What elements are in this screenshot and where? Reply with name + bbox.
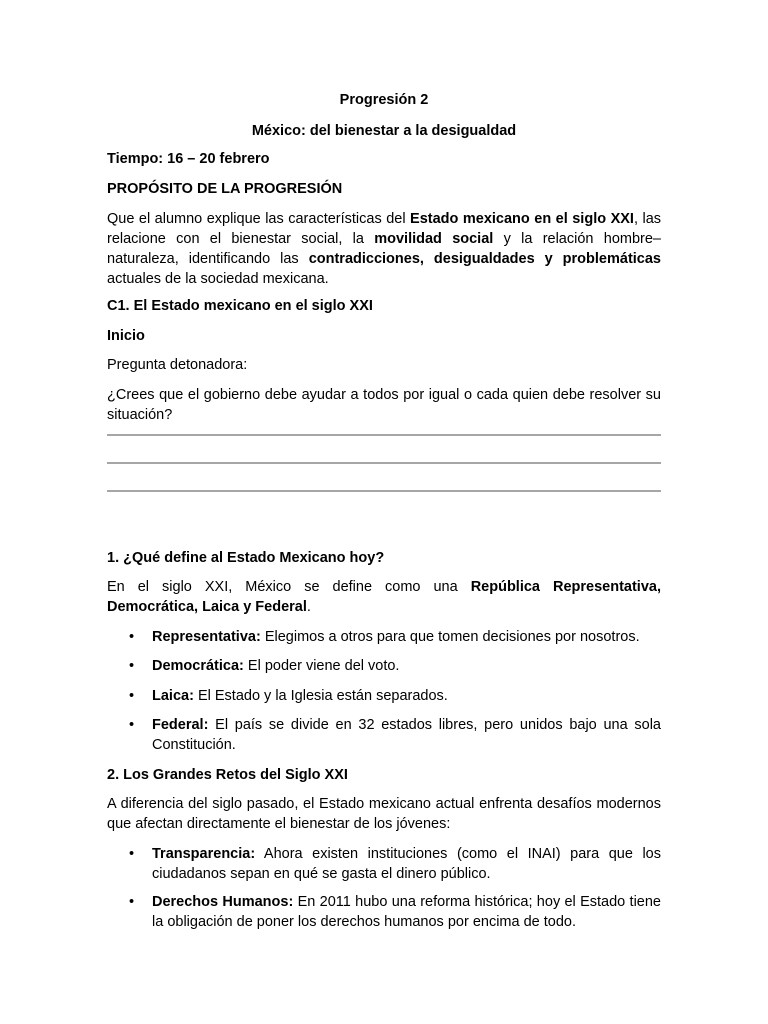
list-item-term: Laica: [152, 688, 194, 704]
purpose-paragraph [107, 209, 661, 289]
list-item-desc: El Estado y la Iglesia están separados. [193, 688, 448, 704]
time-line: Tiempo: 16 – 20 febrero [107, 151, 270, 167]
section2-intro: A diferencia del siglo pasado, el Estado mexicano actual enfrenta desafíos modernos que afectan directamente el bienestar de los jóvenes: [107, 796, 661, 832]
bullet-icon: • [129, 688, 135, 704]
list-item-desc: Elegimos a otros para que tomen decisiones por nosotros. [260, 629, 640, 645]
bullet-icon: • [129, 717, 135, 733]
bullet-icon: • [129, 894, 135, 910]
section1-intro-c: . [306, 599, 311, 615]
bullet-icon: • [129, 846, 135, 862]
purpose-bold-3: contradicciones, desigualdades y problemáticas [308, 251, 661, 267]
list-item-term: Federal: [152, 717, 209, 733]
bullet-icon: • [129, 629, 135, 645]
list-item-text [152, 844, 661, 884]
purpose-text-4: actuales de la sociedad mexicana. [107, 271, 329, 287]
list-item-desc: El poder viene del voto. [243, 658, 400, 674]
section1-intro-a: En el siglo XXI, México se define como una [107, 579, 471, 595]
list-item-desc: El país se divide en 32 estados libres, pero unidos bajo una sola Constitución. [152, 717, 661, 753]
purpose-heading: PROPÓSITO DE LA PROGRESIÓN [107, 181, 343, 197]
inicio-heading: Inicio [107, 328, 145, 344]
list-item-desc: Ahora existen instituciones (como el INAI) para que los ciudadanos sepan en qué se gasta el dinero público. [152, 846, 661, 882]
section1-intro-bold: República Representativa, Democrática, Laica y Federal [107, 579, 661, 615]
doc-title: Progresión 2 [339, 92, 429, 108]
list-item-text [152, 656, 661, 676]
purpose-text-1: Que el alumno explique las características del [107, 211, 411, 227]
section2-heading: 2. Los Grandes Retos del Siglo XXI [107, 767, 348, 783]
list-item-text [152, 715, 661, 755]
purpose-bold-2: movilidad social [374, 231, 494, 247]
answer-line-2[interactable] [107, 462, 661, 464]
list-item-term: Derechos Humanos: [152, 894, 294, 910]
list-item-text [152, 686, 661, 706]
purpose-text-3: y la relación hombre–naturaleza, identificando las [107, 231, 661, 267]
trigger-question: ¿Crees que el gobierno debe ayudar a todos por igual o cada quien debe resolver su situación? [107, 387, 661, 423]
list-item-term: Representativa: [152, 629, 261, 645]
list-item-desc: En 2011 hubo una reforma histórica; hoy el Estado tiene la obligación de poner los derechos humanos por encima de todo. [152, 894, 661, 930]
bullet-icon: • [129, 658, 135, 674]
prompt-label: Pregunta detonadora: [107, 357, 248, 373]
doc-subtitle: México: del bienestar a la desigualdad [251, 123, 517, 139]
list-item-text [152, 627, 661, 647]
answer-line-1[interactable] [107, 434, 661, 436]
list-item-term: Transparencia: [152, 846, 256, 862]
purpose-bold-1: Estado mexicano en el siglo XXI [410, 211, 634, 227]
list-item-term: Democrática: [152, 658, 244, 674]
answer-line-3[interactable] [107, 490, 661, 492]
section1-intro [107, 577, 661, 617]
section1-heading: 1. ¿Qué define al Estado Mexicano hoy? [107, 550, 385, 566]
list-item-text [152, 892, 661, 932]
c1-heading: C1. El Estado mexicano en el siglo XXI [107, 298, 373, 314]
purpose-text-2: , las relacione con el bienestar social, la [107, 211, 662, 247]
